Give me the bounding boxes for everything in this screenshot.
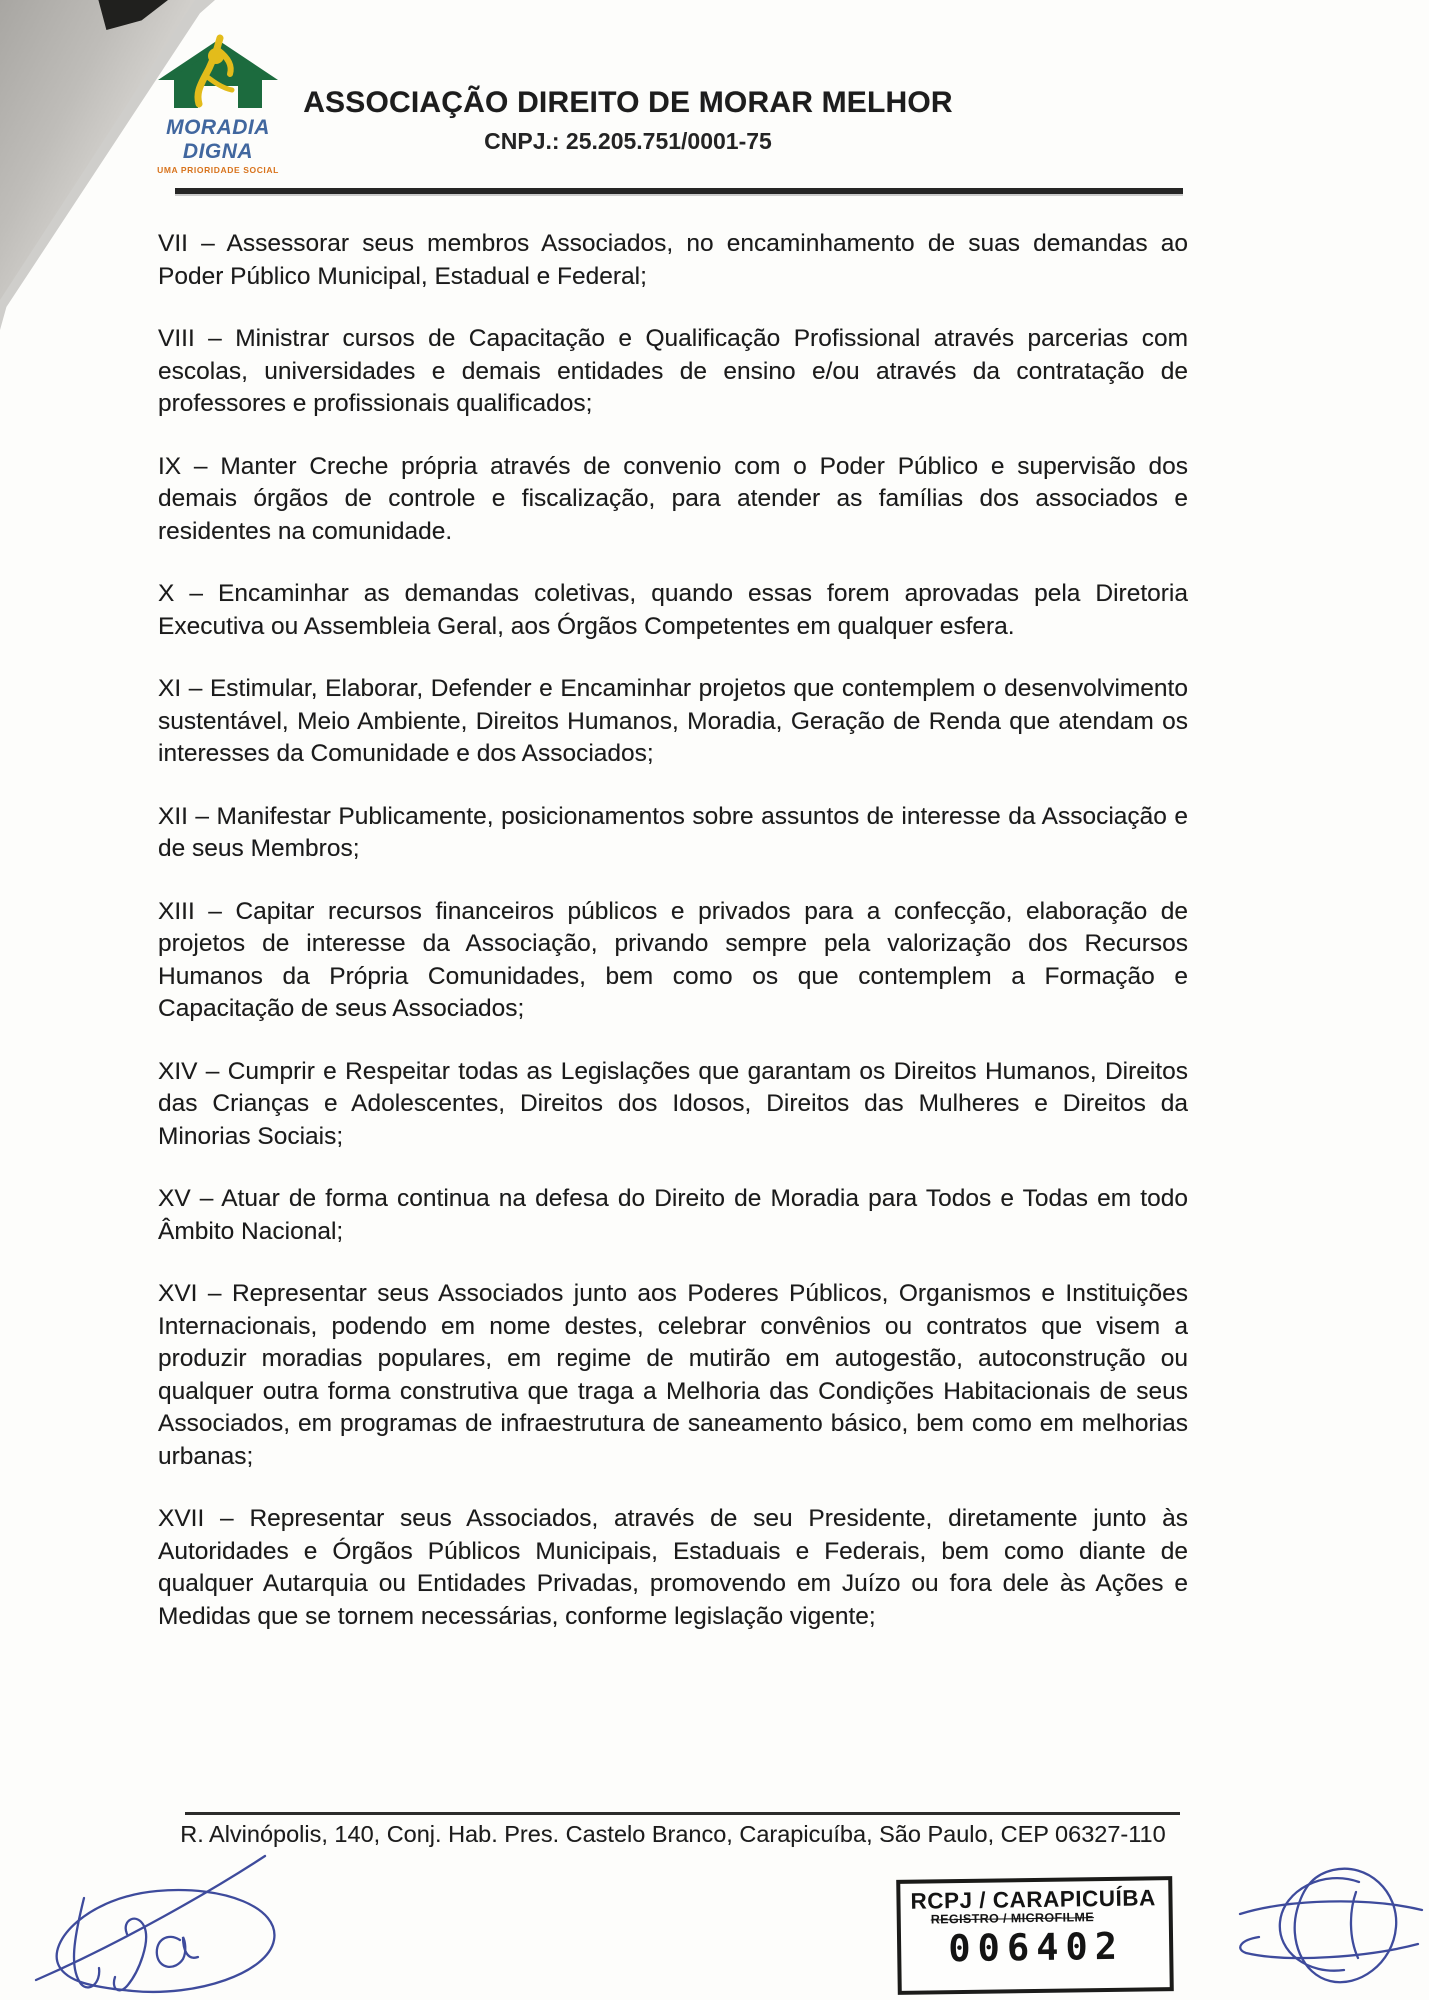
item-xvi: XVI – Representar seus Associados junto aos Poderes Públicos, Organismos e Instituições Internacionais, podendo em nome destes, celebrar convênios ou contratos que visem a produzir moradias populares, em regime de mutirão em autogestão, autoconstrução ou qualquer outra forma construtiva que traga a Melhoria das Condições Habitacionais de seus Associados, em programas de infraestrutura de saneamento básico, bem como em melhorias urbanas; — [158, 1280, 1188, 1470]
logo-tagline: UMA PRIORIDADE SOCIAL — [157, 165, 279, 175]
stamp-type: REGISTRO / MICROFILME — [930, 1910, 1095, 1927]
item-xii: XII – Manifestar Publicamente, posicionamentos sobre assuntos de interesse da Associação e de seus Membros; — [158, 802, 1188, 862]
logo-brand-name: MORADIA DIGNA — [166, 116, 270, 163]
item-xvii: XVII – Representar seus Associados, através de seu Presidente, diretamente junto às Autoridades e Órgãos Públicos Municipais, Estaduais e Federais, bem como diante de qualquer Autarquia ou Entidades Privadas, promovendo em Juízo ou fora dele às Ações e Medidas que se tornem necessárias, conforme legislação vigente; — [158, 1505, 1188, 1630]
stamp-office: RCPJ / CARAPICUÍBA — [910, 1885, 1156, 1914]
item-xv: XV – Atuar de forma continua na defesa do Direito de Moradia para Todos e Todas em todo Âmbito Nacional; — [158, 1185, 1188, 1245]
item-vii: VII – Assessorar seus membros Associados, no encaminhamento de suas demandas ao Poder Público Municipal, Estadual e Federal; — [158, 230, 1188, 290]
footer-rule — [185, 1812, 1180, 1815]
signature-right — [1238, 1852, 1428, 1999]
item-viii: VIII – Ministrar cursos de Capacitação e Qualificação Profissional através parcerias com escolas, universidades e demais entidades de ensino e/ou através da contratação de professores e profissionais qualificados; — [158, 325, 1188, 417]
footer-address: R. Alvinópolis, 140, Conj. Hab. Pres. Castelo Branco, Carapicuíba, São Paulo, CEP 06327-110 — [180, 1821, 1166, 1847]
header-rule — [175, 188, 1183, 194]
item-x: X – Encaminhar as demandas coletivas, quando essas forem aprovadas pela Diretoria Executiva ou Assembleia Geral, aos Órgãos Competentes em qualquer esfera. — [158, 580, 1188, 640]
signature-left — [28, 1846, 290, 2000]
item-ix: IX – Manter Creche própria através de convenio com o Poder Público e supervisão dos demais órgãos de controle e fiscalização, para atender as famílias dos associados e residentes na comunidade. — [158, 452, 1188, 545]
letterhead — [268, 86, 988, 155]
statute-items — [158, 204, 1188, 1663]
item-xiii: XIII – Capitar recursos financeiros públicos e privados para a confecção, elaboração de projetos de interesse da Associação, privando sempre pela valorização dos Recursos Humanos da Própria Comunidades, bem como os que contemplem a Formação e Capacitação de seus Associados; — [158, 897, 1188, 1022]
association-cnpj: CNPJ.: 25.205.751/0001-75 — [484, 128, 772, 154]
registry-stamp — [896, 1876, 1174, 1995]
stamp-number: 006402 — [948, 1924, 1125, 1971]
association-title: ASSOCIAÇÃO DIREITO DE MORAR MELHOR — [303, 86, 953, 119]
item-xi: XI – Estimular, Elaborar, Defender e Encaminhar projetos que contemplem o desenvolvimento sustentável, Meio Ambiente, Direitos Humanos, Moradia, Geração de Renda que atendam os interesses da Comunidade e dos Associados; — [158, 675, 1188, 767]
item-xiv: XIV – Cumprir e Respeitar todas as Legislações que garantam os Direitos Humanos, Direitos das Crianças e Adolescentes, Direitos dos Idosos, Direitos das Mulheres e Direitos da Minorias Sociais; — [158, 1057, 1188, 1150]
